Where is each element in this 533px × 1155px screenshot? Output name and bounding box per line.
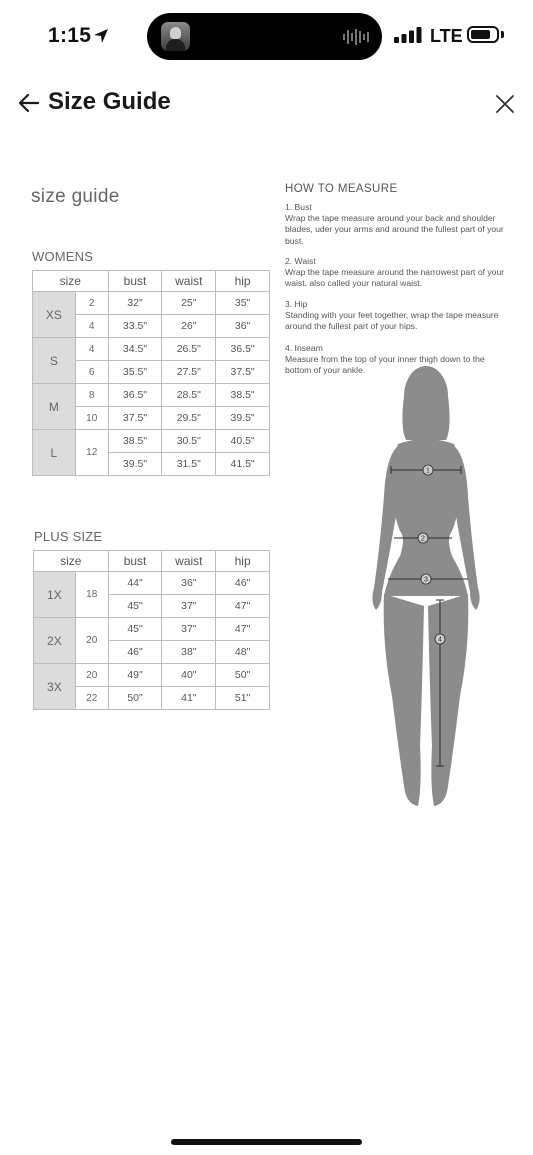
page-title: Size Guide xyxy=(48,88,171,115)
table-row xyxy=(34,618,270,641)
size-number: 10 xyxy=(75,407,108,430)
col-header-bust: bust xyxy=(108,271,162,292)
size-cell: 1X xyxy=(34,572,76,618)
bust-value: 45" xyxy=(108,595,162,618)
bust-value: 49" xyxy=(108,664,162,687)
waist-value: 41" xyxy=(162,687,216,710)
table-row xyxy=(33,430,270,453)
measure-step-waist xyxy=(285,256,505,290)
battery-icon xyxy=(467,26,499,43)
audio-waveform-icon xyxy=(342,28,370,46)
col-header-hip: hip xyxy=(216,271,270,292)
body-measurement-figure xyxy=(360,366,490,814)
womens-size-table xyxy=(32,270,270,476)
back-button[interactable] xyxy=(14,88,44,118)
location-arrow-icon xyxy=(92,27,110,45)
waist-value: 26" xyxy=(162,315,216,338)
womens-label: WOMENS xyxy=(32,249,94,264)
size-number: 6 xyxy=(75,361,108,384)
bust-value: 32" xyxy=(108,292,162,315)
size-number: 2 xyxy=(75,292,108,315)
hip-value: 40.5" xyxy=(216,430,270,453)
status-bar xyxy=(0,0,533,72)
plus-size-table xyxy=(33,550,270,710)
arrow-left-icon xyxy=(18,92,40,114)
plus-size-label: PLUS SIZE xyxy=(34,529,103,544)
hip-marker-label: 3 xyxy=(424,576,428,584)
col-header-waist: waist xyxy=(162,271,216,292)
size-number: 22 xyxy=(75,687,108,710)
hip-value: 48" xyxy=(216,641,270,664)
size-cell: XS xyxy=(33,292,76,338)
cellular-signal-icon xyxy=(394,27,424,43)
bust-value: 46" xyxy=(108,641,162,664)
size-number: 20 xyxy=(75,664,108,687)
bust-value: 39.5" xyxy=(108,453,162,476)
hip-value: 37.5" xyxy=(216,361,270,384)
hip-value: 50" xyxy=(216,664,270,687)
now-playing-thumbnail xyxy=(161,22,190,51)
step-title: 3. Hip xyxy=(285,299,308,309)
table-row xyxy=(33,338,270,361)
bust-value: 37.5" xyxy=(108,407,162,430)
col-header-hip: hip xyxy=(216,551,270,572)
guide-heading: size guide xyxy=(31,186,120,207)
close-icon xyxy=(496,95,514,113)
how-to-measure-title: HOW TO MEASURE xyxy=(285,183,398,195)
hip-value: 35" xyxy=(216,292,270,315)
table-row xyxy=(33,384,270,407)
hip-value: 38.5" xyxy=(216,384,270,407)
size-number: 4 xyxy=(75,338,108,361)
step-title: 2. Waist xyxy=(285,256,316,266)
size-number: 4 xyxy=(75,315,108,338)
bust-value: 33.5" xyxy=(108,315,162,338)
body-silhouette xyxy=(372,366,479,806)
step-title: 4. Inseam xyxy=(285,343,323,353)
waist-value: 31.5" xyxy=(162,453,216,476)
table-row xyxy=(34,664,270,687)
bust-marker-label: 1 xyxy=(426,467,430,475)
measure-step-hip xyxy=(285,299,505,333)
table-row xyxy=(34,572,270,595)
waist-value: 37" xyxy=(162,618,216,641)
step-text: Wrap the tape measure around the narrowest part of your waist, also called your natural waist. xyxy=(285,267,505,289)
hip-value: 51" xyxy=(216,687,270,710)
dynamic-island[interactable] xyxy=(147,13,382,60)
waist-value: 29.5" xyxy=(162,407,216,430)
waist-value: 25" xyxy=(162,292,216,315)
size-cell: M xyxy=(33,384,76,430)
step-title: 1. Bust xyxy=(285,202,312,212)
network-type: LTE xyxy=(430,26,463,46)
waist-value: 40" xyxy=(162,664,216,687)
bust-value: 44" xyxy=(108,572,162,595)
col-header-size: size xyxy=(34,551,109,572)
size-number: 8 xyxy=(75,384,108,407)
waist-value: 38" xyxy=(162,641,216,664)
bust-value: 35.5" xyxy=(108,361,162,384)
waist-value: 37" xyxy=(162,595,216,618)
table-header-row xyxy=(33,271,270,292)
table-row xyxy=(33,292,270,315)
step-text: Wrap the tape measure around your back and shoulder blades, uder your arms and around the fullest part of your bust. xyxy=(285,213,504,246)
waist-value: 27.5" xyxy=(162,361,216,384)
hip-value: 36" xyxy=(216,315,270,338)
size-cell: 2X xyxy=(34,618,76,664)
status-time: 1:15 xyxy=(48,24,92,47)
hip-value: 47" xyxy=(216,618,270,641)
measure-step-bust xyxy=(285,202,505,247)
size-cell: L xyxy=(33,430,76,476)
close-button[interactable] xyxy=(491,90,519,118)
table-header-row xyxy=(34,551,270,572)
hip-value: 47" xyxy=(216,595,270,618)
step-text: Measure from the top of your inner thigh down to the bottom of your ankle. xyxy=(285,354,485,376)
hip-value: 39.5" xyxy=(216,407,270,430)
waist-value: 28.5" xyxy=(162,384,216,407)
home-indicator[interactable] xyxy=(171,1139,362,1145)
bust-value: 34.5" xyxy=(108,338,162,361)
size-cell: S xyxy=(33,338,76,384)
size-number: 20 xyxy=(75,618,108,664)
col-header-waist: waist xyxy=(162,551,216,572)
waist-value: 36" xyxy=(162,572,216,595)
waist-value: 26.5" xyxy=(162,338,216,361)
hip-value: 36.5" xyxy=(216,338,270,361)
inseam-marker-label: 4 xyxy=(438,636,442,644)
size-cell: 3X xyxy=(34,664,76,710)
waist-marker-label: 2 xyxy=(421,535,425,543)
bust-value: 38.5" xyxy=(108,430,162,453)
size-number: 12 xyxy=(75,430,108,476)
size-number: 18 xyxy=(75,572,108,618)
battery-cap xyxy=(501,31,504,38)
col-header-size: size xyxy=(33,271,109,292)
col-header-bust: bust xyxy=(108,551,162,572)
waist-value: 30.5" xyxy=(162,430,216,453)
step-text: Standing with your feet together, wrap the tape measure around the fullest part of your hips. xyxy=(285,310,499,332)
bust-value: 45" xyxy=(108,618,162,641)
bust-value: 50" xyxy=(108,687,162,710)
hip-value: 46" xyxy=(216,572,270,595)
hip-value: 41.5" xyxy=(216,453,270,476)
bust-value: 36.5" xyxy=(108,384,162,407)
